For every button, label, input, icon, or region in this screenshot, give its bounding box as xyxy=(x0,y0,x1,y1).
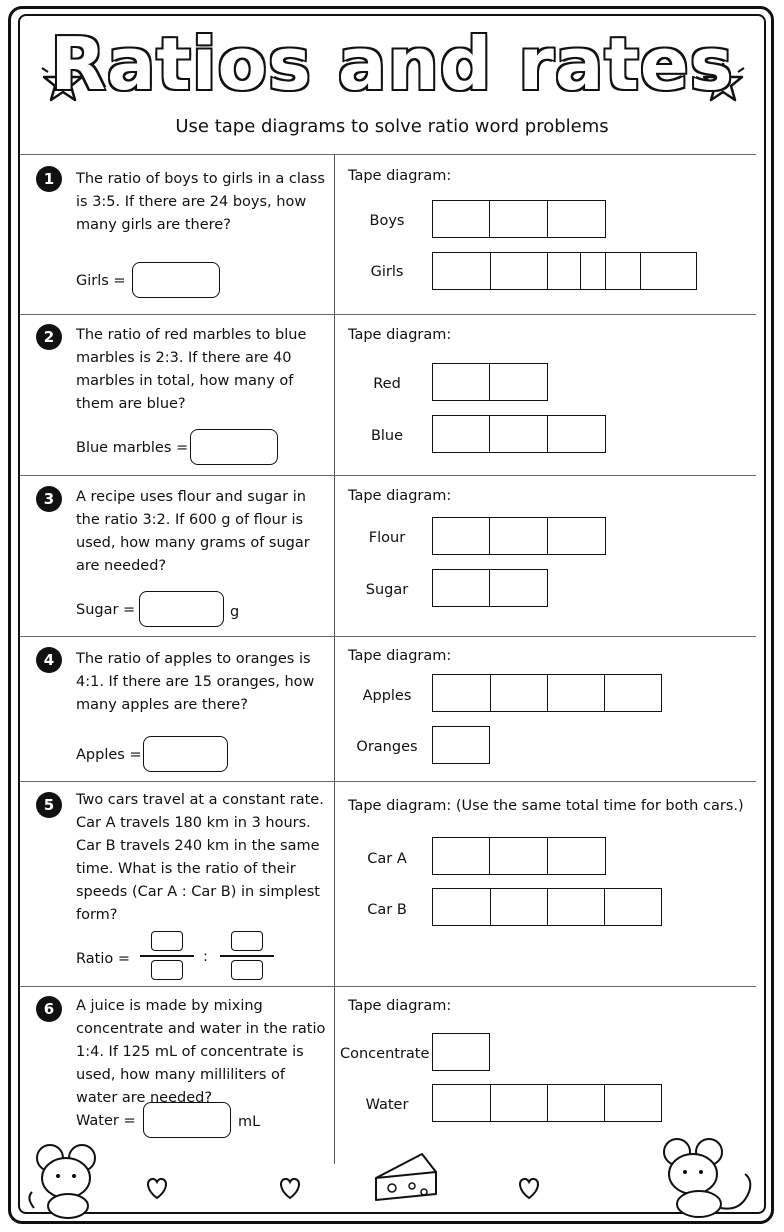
cheese-icon xyxy=(372,1148,440,1204)
tape-label: Blue xyxy=(370,428,404,444)
ratio-numerator-b[interactable] xyxy=(231,931,263,951)
answer-box[interactable] xyxy=(132,262,220,298)
problem-number: 4 xyxy=(36,647,62,673)
ratio-colon: : xyxy=(203,949,208,965)
answer-label: Girls = xyxy=(76,273,126,289)
tape-note: (Use the same total time for both cars.) xyxy=(455,798,744,814)
tape-bar xyxy=(432,1084,662,1122)
page-title: Ratios and rates xyxy=(50,22,734,106)
answer-label: Water = xyxy=(76,1113,136,1129)
tape-label: Girls xyxy=(370,264,404,280)
tape-bar xyxy=(432,252,697,290)
page-subtitle: Use tape diagrams to solve ratio word problems xyxy=(175,116,609,137)
tape-bar xyxy=(432,674,662,712)
mouse-icon xyxy=(24,1136,114,1220)
tape-label: Car B xyxy=(367,902,407,918)
answer-box[interactable] xyxy=(143,1102,231,1138)
problem-text: Two cars travel at a constant rate. Car A travels 180 km in 3 hours. Car B travels 240 km in the same time. What is the ratio of their speeds (Car A : Car B) in simplest form? xyxy=(76,792,324,923)
row-divider xyxy=(20,636,756,637)
tape-bar xyxy=(432,1033,490,1071)
fraction-bar xyxy=(140,955,194,957)
problem-number: 3 xyxy=(36,486,62,512)
problem-text: The ratio of apples to oranges is 4:1. If there are 15 oranges, how many apples are there? xyxy=(76,651,315,713)
ratio-denominator-b[interactable] xyxy=(231,960,263,980)
fraction-bar xyxy=(220,955,274,957)
tape-label: Concentrate xyxy=(340,1046,430,1062)
problem-number: 1 xyxy=(36,166,62,192)
unit-label: g xyxy=(230,604,240,620)
ratio-numerator-a[interactable] xyxy=(151,931,183,951)
row-divider xyxy=(20,475,756,476)
tape-bar xyxy=(432,569,548,607)
tape-bar xyxy=(432,726,490,764)
heart-icon xyxy=(144,1176,170,1200)
answer-label: Blue marbles = xyxy=(76,440,189,456)
tape-diagram-title: Tape diagram: xyxy=(348,648,452,664)
tape-bar xyxy=(432,837,606,875)
heart-icon xyxy=(277,1176,303,1200)
tape-bar xyxy=(432,363,548,401)
tape-diagram-title: Tape diagram: xyxy=(348,327,452,343)
problem-number: 5 xyxy=(36,792,62,818)
tape-diagram-title: Tape diagram: xyxy=(348,168,452,184)
row-divider xyxy=(20,314,756,315)
heart-icon xyxy=(516,1176,542,1200)
tape-label: Car A xyxy=(367,851,407,867)
row-divider xyxy=(20,781,756,782)
tape-bar xyxy=(432,888,662,926)
tape-diagram-title: Tape diagram: xyxy=(348,488,452,504)
problem-text: The ratio of boys to girls in a class is 3:5. If there are 24 boys, how many girls are there? xyxy=(76,171,325,233)
problem-text: A recipe uses flour and sugar in the ratio 3:2. If 600 g of flour is used, how many grams of sugar are needed? xyxy=(76,489,310,574)
row-divider xyxy=(20,154,756,155)
tape-label: Red xyxy=(373,376,401,392)
answer-box[interactable] xyxy=(190,429,278,465)
answer-box[interactable] xyxy=(143,736,228,772)
tape-bar xyxy=(432,415,606,453)
row-divider xyxy=(20,986,756,987)
answer-label: Apples = xyxy=(76,747,142,763)
tape-diagram-title: Tape diagram: (Use the same total time for both cars.) xyxy=(348,798,744,814)
answer-label: Ratio = xyxy=(76,951,130,967)
problem-text: The ratio of red marbles to blue marbles is 2:3. If there are 40 marbles in total, how many of them are blue? xyxy=(76,327,307,412)
tape-label: Boys xyxy=(369,213,405,229)
answer-label: Sugar = xyxy=(76,602,136,618)
tape-bar xyxy=(432,200,606,238)
answer-box[interactable] xyxy=(139,591,224,627)
tape-label: Apples xyxy=(362,688,412,704)
tape-bar xyxy=(432,517,606,555)
problem-number: 2 xyxy=(36,324,62,350)
tape-label: Flour xyxy=(368,530,406,546)
tape-label: Water xyxy=(365,1097,409,1113)
tape-label: Sugar xyxy=(365,582,409,598)
ratio-denominator-a[interactable] xyxy=(151,960,183,980)
mouse-icon xyxy=(655,1132,755,1220)
tape-label: Oranges xyxy=(356,739,418,755)
problem-number: 6 xyxy=(36,996,62,1022)
unit-label: mL xyxy=(238,1114,261,1130)
column-divider xyxy=(334,154,335,1164)
problem-text: A juice is made by mixing concentrate and water in the ratio 1:4. If 125 mL of concentrate is used, how many milliliters of water are needed? xyxy=(76,998,326,1106)
tape-diagram-title: Tape diagram: xyxy=(348,998,452,1014)
